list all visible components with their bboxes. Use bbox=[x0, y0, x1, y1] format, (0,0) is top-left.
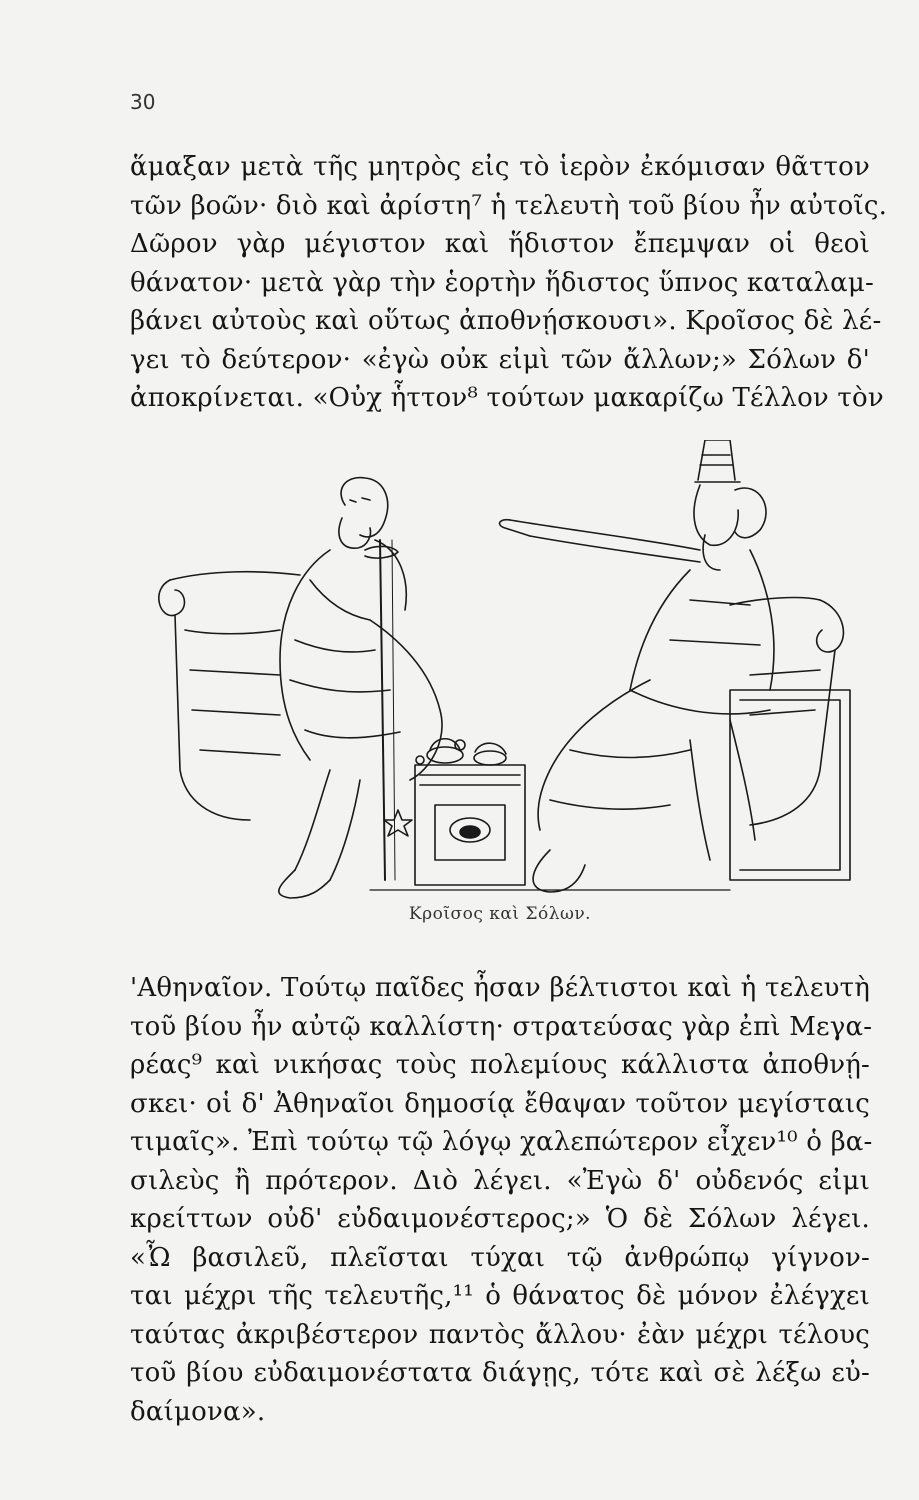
text-line: ται μέχρι τῆς τελευτῆς,¹¹ ὁ θάνατος δὲ μόνον ἐλέγχει bbox=[130, 1281, 870, 1311]
line-drawing bbox=[130, 440, 870, 910]
text-line: γει τὸ δεύτερον· «ἐγὼ οὐκ εἰμὶ τῶν ἄλλων;» Σόλων δ' bbox=[130, 344, 870, 375]
text-line: κρείττων οὐδ' εὐδαιμονέστερος;» Ὁ δὲ Σόλων λέγει. bbox=[130, 1204, 870, 1234]
paragraph-bottom bbox=[130, 969, 873, 1431]
text-line: τοῦ βίου ἦν αὐτῷ καλλίστη· στρατεύσας γὰρ ἐπὶ Μεγα- bbox=[130, 1011, 873, 1042]
text-line: θάνατον· μετὰ γὰρ τὴν ἑορτὴν ἥδιστος ὕπνος καταλαμ- bbox=[130, 267, 875, 298]
text-line: σκει· οἱ δ' Ἀθηναῖοι δημοσίᾳ ἔθαψαν τοῦτον μεγίσταις bbox=[130, 1088, 870, 1119]
text-line: δαίμονα». bbox=[130, 1396, 266, 1427]
text-line: Δῶρον γὰρ μέγιστον καὶ ἥδιστον ἔπεμψαν οἱ θεοὶ bbox=[130, 229, 870, 259]
text-line: τοῦ βίου εὐδαιμονέστατα διάγῃς, τότε καὶ σὲ λέξω εὐ- bbox=[130, 1358, 870, 1388]
illustration-caption: Κροῖσος καὶ Σόλων. bbox=[408, 904, 592, 924]
text-line: ἀποκρίνεται. «Οὐχ ἧττον⁸ τούτων μακαρίζω Τέλλον τὸν bbox=[130, 383, 884, 413]
page-number: 30 bbox=[130, 90, 156, 114]
paragraph-top bbox=[130, 148, 888, 418]
text-line: ἅμαξαν μετὰ τῆς μητρὸς εἰς τὸ ἱερὸν ἐκόμισαν θᾶττον bbox=[130, 152, 870, 182]
text-line: σιλεὺς ἢ πρότερον. Διὸ λέγει. «Ἐγὼ δ' οὐδενός εἰμι bbox=[130, 1165, 870, 1196]
text-line: ρέας⁹ καὶ νικήσας τοὺς πολεμίους κάλλιστα ἀποθνῄ- bbox=[130, 1050, 870, 1080]
text-line: τιμαῖς». Ἐπὶ τούτῳ τῷ λόγῳ χαλεπώτερον εἶχεν¹⁰ ὁ βα- bbox=[130, 1127, 873, 1157]
text-line: βάνει αὐτοὺς καὶ οὕτως ἀποθνῄσκουσι». Κροῖσος δὲ λέ- bbox=[130, 306, 882, 336]
text-line: ταύτας ἀκριβέστερον παντὸς ἄλλου· ἐὰν μέχρι τέλους bbox=[130, 1319, 870, 1350]
illustration-croesus-solon bbox=[130, 440, 870, 920]
text-line: τῶν βοῶν· διὸ καὶ ἀρίστη⁷ ἡ τελευτὴ τοῦ βίου ἦν αὐτοῖς. bbox=[130, 190, 888, 221]
text-line: «Ὦ βασιλεῦ, πλεῖσται τύχαι τῷ ἀνθρώπῳ γίγνον- bbox=[130, 1242, 870, 1273]
text-line: 'Αθηναῖον. Τούτῳ παῖδες ἦσαν βέλτιστοι καὶ ἡ τελευτὴ bbox=[130, 973, 870, 1003]
